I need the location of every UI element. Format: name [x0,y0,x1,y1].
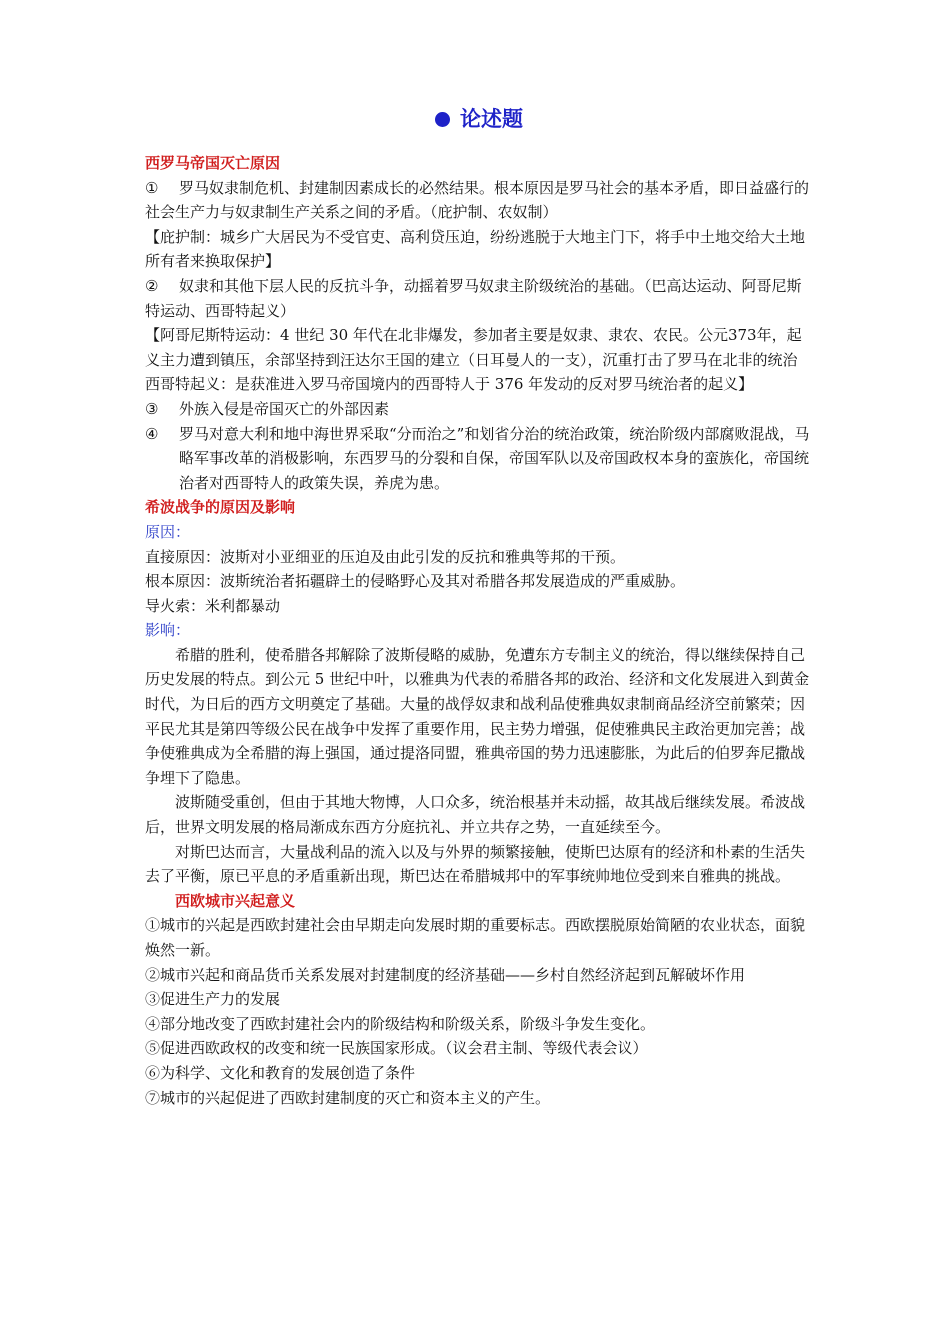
list-item: ③促进生产力的发展 [145,990,281,1009]
item-number: ③ [145,399,159,418]
section-heading-west-rome: 西罗马帝国灭亡原因 [145,154,281,172]
effect-paragraph: 希腊的胜利，使希腊各邦解除了波斯侵略的威胁，免遭东方专制主义的统治，得以继续保持自己历史发展的特点。到公元 5 世纪中叶，以雅典为代表的希腊各邦的政治、经济和文化发展进入到黄金时代，为日后的西方文明奠定了基础。大量的战俘奴隶和战利品使雅典奴隶制商品经济空前繁荣；因平民尤其是第四等级公民在战争中发挥了重要作用，民主势力增强，促使雅典民主政治更加完善；战争使雅典成为全希腊的海上强国，通过提洛同盟，雅典帝国的势力迅速膨胀，为此后的伯罗奔尼撒战争埋下了隐患。 [145,645,810,787]
item-number: ② [145,276,159,295]
note-paragraph: 【阿哥尼斯特运动：4 世纪 30 年代在北非爆发，参加者主要是奴隶、隶农、农民。公元373年，起义主力遭到镇压，余部坚持到汪达尔王国的建立（日耳曼人的一支），沉重打击了罗马在北非的统治 [145,326,802,369]
bullet-dot-icon [435,112,450,127]
page-title: 论述题 [460,107,523,131]
note-paragraph: 【庇护制：城乡广大居民为不受官吏、高利贷压迫，纷纷逃脱于大地主门下，将手中土地交给大土地所有者来换取保护】 [145,227,806,271]
list-item: ⑦城市的兴起促进了西欧封建制度的灭亡和资本主义的产生。 [145,1088,551,1107]
note-paragraph: 西哥特起义：是获准进入罗马帝国境内的西哥特人于 376 年发动的反对罗马统治者的起义】 [145,375,754,394]
section-heading-greco-persian-war: 希波战争的原因及影响 [145,498,296,517]
item-number: ④ [145,424,159,443]
effect-paragraph: 波斯随受重创，但由于其地大物博，人口众多，统治根基并未动摇，故其战后继续发展。希波战后，世界文明发展的格局渐成东西方分庭抗礼、并立共存之势，一直延续至今。 [145,793,806,837]
cause-direct: 直接原因：波斯对小亚细亚的压迫及由此引发的反抗和雅典等邦的干预。 [145,547,626,566]
effect-paragraph: 对斯巴达而言，大量战利品的流入以及与外界的频繁接触，使斯巴达原有的经济和朴素的生活失去了平衡，原已平息的矛盾重新出现，斯巴达在希腊城邦中的军事统帅地位受到来自雅典的挑战。 [145,842,806,886]
list-item [145,397,813,422]
list-item [145,422,813,496]
list-item: ⑥为科学、文化和教育的发展创造了条件 [145,1063,416,1082]
item-text: 外族入侵是帝国灭亡的外部因素 [179,399,390,418]
list-item: ⑤促进西欧政权的改变和统一民族国家形成。（议会君主制、等级代表会议） [145,1039,648,1058]
section-heading-west-europe-cities: 西欧城市兴起意义 [175,891,296,910]
cause-fuse: 导火索：米利都暴动 [145,596,281,615]
title-row [145,100,813,138]
document-page [145,100,813,1110]
subheading-effects: 影响： [145,621,191,640]
item-text: 奴隶和其他下层人民的反抗斗争，动摇着罗马奴隶主阶级统治的基础。（巴高达运动、阿哥尼斯特运动、西哥特起义） [145,276,802,320]
list-item [145,274,813,323]
item-text: 罗马奴隶制危机、封建制因素成长的必然结果。根本原因是罗马社会的基本矛盾，即日益盛行的社会生产力与奴隶制生产关系之间的矛盾。（庇护制、农奴制） [145,178,810,222]
item-text: 罗马对意大利和地中海世界采取“分而治之”和划省分治的统治政策，统治阶级内部腐败混战，马略军事改革的消极影响，东西罗马的分裂和自保，帝国军队以及帝国政权本身的蛮族化，帝国统治者对西哥特人的政策失误，养虎为患。 [179,424,810,492]
subheading-causes: 原因： [145,522,191,541]
item-number: ① [145,178,159,197]
list-item: ①城市的兴起是西欧封建社会由早期走向发展时期的重要标志。西欧摆脱原始简陋的农业状态，面貌焕然一新。 [145,916,806,959]
list-item: ②城市兴起和商品货币关系发展对封建制度的经济基础——乡村自然经济起到瓦解破坏作用 [145,965,746,984]
list-item: ④部分地改变了西欧封建社会内的阶级结构和阶级关系，阶级斗争发生变化。 [145,1014,656,1033]
list-item [145,176,813,225]
cause-root: 根本原因：波斯统治者拓疆辟土的侵略野心及其对希腊各邦发展造成的严重威胁。 [145,572,686,591]
